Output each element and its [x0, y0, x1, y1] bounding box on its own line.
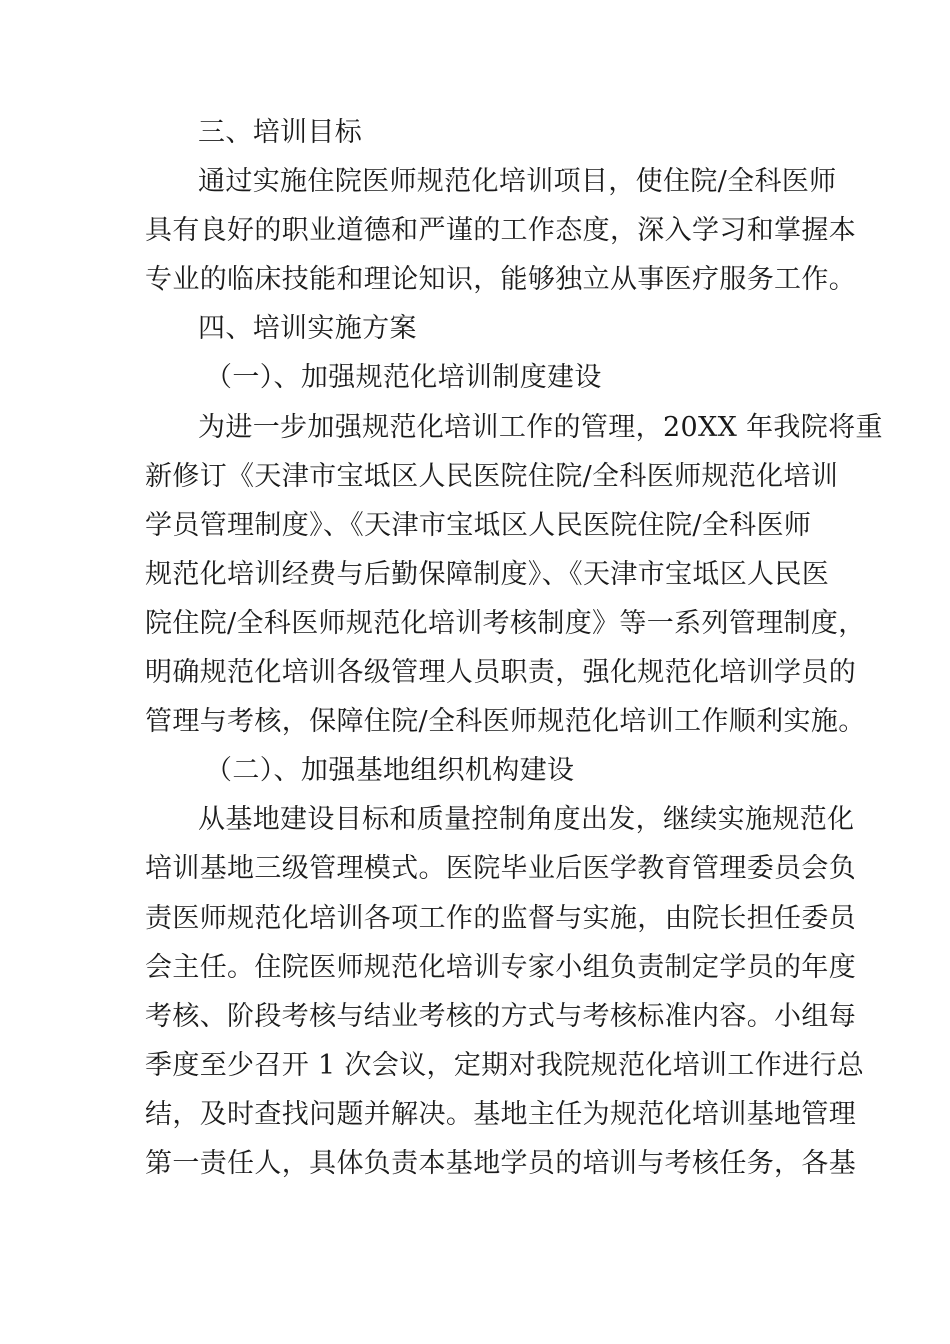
paragraph-line: 结，及时查找问题并解决。基地主任为规范化培训基地管理 — [145, 1098, 857, 1130]
paragraph-line: 院住院/全科医师规范化培训考核制度》等一系列管理制度， — [145, 607, 866, 639]
subsection-heading-2: （二）、加强基地组织机构建设 — [205, 755, 575, 787]
paragraph-line: 具有良好的职业道德和严谨的工作态度，深入学习和掌握本 — [145, 215, 857, 247]
paragraph-line: 规范化培训经费与后勤保障制度》、《天津市宝坻区人民医 — [145, 558, 830, 590]
paragraph-line: 学员管理制度》、《天津市宝坻区人民医院住院/全科医师 — [145, 509, 812, 541]
paragraph-line: 明确规范化培训各级管理人员职责，强化规范化培训学员的 — [145, 657, 857, 689]
paragraph-line: 从基地建设目标和质量控制角度出发，继续实施规范化 — [198, 804, 855, 836]
document-body — [145, 108, 883, 1188]
paragraph-line: 培训基地三级管理模式。医院毕业后医学教育管理委员会负 — [145, 853, 857, 885]
paragraph-line: 为进一步加强规范化培训工作的管理，20XX 年我院将重 — [198, 411, 883, 443]
subsection-heading-1: （一）、加强规范化培训制度建设 — [205, 362, 602, 394]
paragraph-line: 责医师规范化培训各项工作的监督与实施，由院长担任委员 — [145, 902, 857, 934]
paragraph-line: 会主任。住院医师规范化培训专家小组负责制定学员的年度 — [145, 951, 857, 983]
paragraph-line: 第一责任人，具体负责本基地学员的培训与考核任务，各基 — [145, 1147, 857, 1179]
paragraph-line: 考核、阶段考核与结业考核的方式与考核标准内容。小组每 — [145, 1000, 857, 1032]
paragraph-line: 新修订《天津市宝坻区人民医院住院/全科医师规范化培训 — [145, 460, 839, 492]
paragraph-line: 通过实施住院医师规范化培训项目，使住院/全科医师 — [198, 166, 837, 198]
section-heading-3: 三、培训目标 — [198, 117, 363, 148]
section-heading-4: 四、培训实施方案 — [198, 313, 417, 345]
paragraph-line: 专业的临床技能和理论知识，能够独立从事医疗服务工作。 — [145, 264, 857, 296]
paragraph-line: 管理与考核，保障住院/全科医师规范化培训工作顺利实施。 — [145, 706, 866, 738]
paragraph-line: 季度至少召开 1 次会议，定期对我院规范化培训工作进行总 — [145, 1049, 865, 1081]
